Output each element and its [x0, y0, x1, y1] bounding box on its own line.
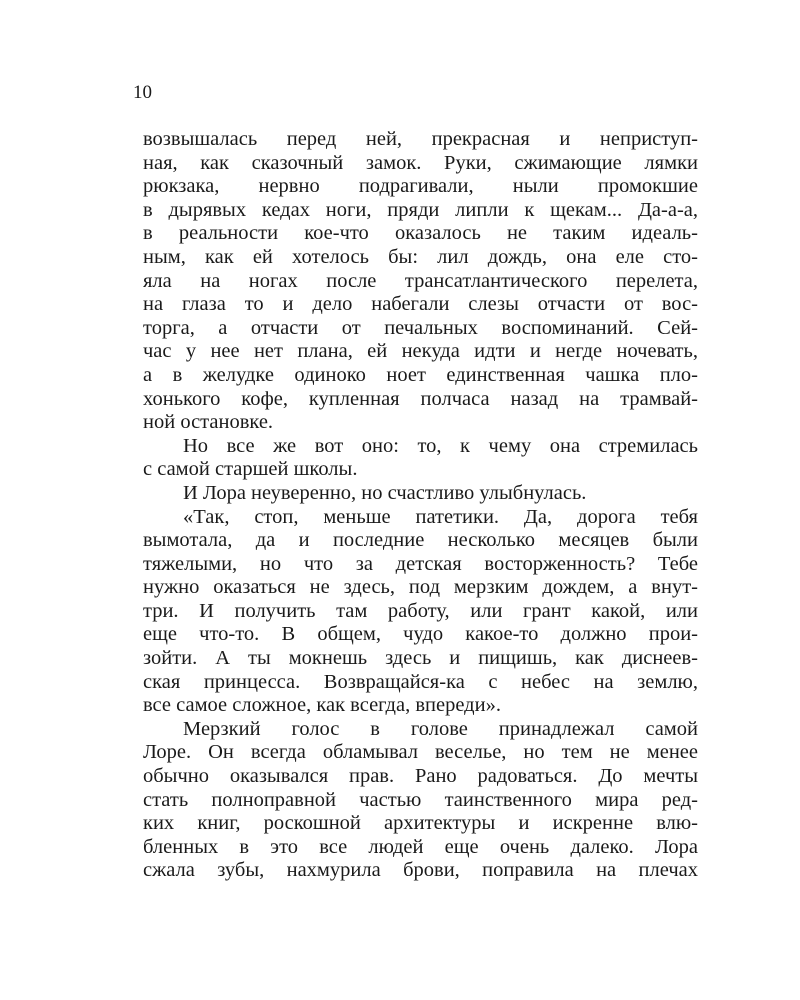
text-line: зойти. А ты мокнешь здесь и пищишь, как диснеев- — [143, 647, 698, 670]
text-line: «Так, стоп, меньше патетики. Да, дорога тебя — [183, 505, 698, 528]
text-line: обычно оказывался прав. Рано радоваться. До мечты — [143, 765, 698, 788]
text-line: час у нее нет плана, ей некуда идти и негде ночевать, — [143, 340, 698, 363]
text-line: три. И получить там работу, или грант какой, или — [143, 599, 698, 622]
text-line: рюкзака, нервно подрагивали, ныли промокшие — [143, 175, 698, 198]
text-line: Лоре. Он всегда обламывал веселье, но тем не менее — [143, 741, 698, 764]
text-line: на глаза то и дело набегали слезы отчасти от вос- — [143, 293, 698, 316]
page-number: 10 — [133, 82, 152, 103]
text-line: бленных в это все людей еще очень далеко. Лора — [143, 835, 698, 858]
text-line: стать полноправной частью таинственного мира ред- — [143, 788, 698, 811]
text-line: ная, как сказочный замок. Руки, сжимающие лямки — [143, 151, 698, 174]
text-line: все самое сложное, как всегда, впереди». — [143, 694, 501, 717]
text-line: ких книг, роскошной архитектуры и искренне влю- — [143, 812, 698, 835]
text-line: тяжелыми, но что за детская восторженность? Тебе — [143, 552, 698, 575]
text-line: вымотала, да и последние несколько месяцев были — [143, 529, 698, 552]
text-line: в дырявых кедах ноги, пряди липли к щекам... Да-а-а, — [143, 198, 698, 221]
text-line: ной остановке. — [143, 411, 274, 434]
text-line: Мерзкий голос в голове принадлежал самой — [183, 717, 698, 740]
text-line: еще что-то. В общем, чудо какое-то должно прои- — [143, 623, 698, 646]
text-line: с самой старшей школы. — [143, 458, 358, 481]
text-line: а в желудке одиноко ноет единственная чашка пло- — [143, 363, 698, 386]
text-line: торга, а отчасти от печальных воспоминаний. Сей- — [143, 316, 698, 339]
text-line: И Лора неуверенно, но счастливо улыбнулась. — [183, 481, 587, 504]
text-line: яла на ногах после трансатлантического перелета, — [143, 269, 698, 292]
text-line: ным, как ей хотелось бы: лил дождь, она еле сто- — [143, 245, 698, 268]
text-line: в реальности кое-что оказалось не таким идеаль- — [143, 222, 698, 245]
text-line: ская принцесса. Возвращайся-ка с небес на землю, — [143, 670, 698, 693]
text-line: хонького кофе, купленная полчаса назад на трамвай- — [143, 387, 698, 410]
text-line: сжала зубы, нахмурила брови, поправила на плечах — [143, 859, 698, 882]
text-line: Но все же вот оно: то, к чему она стремилась — [183, 434, 698, 457]
text-line: нужно оказаться не здесь, под мерзким дождем, а внут- — [143, 576, 698, 599]
text-line: возвышалась перед ней, прекрасная и неприступ- — [143, 128, 698, 150]
body-text — [143, 128, 698, 883]
